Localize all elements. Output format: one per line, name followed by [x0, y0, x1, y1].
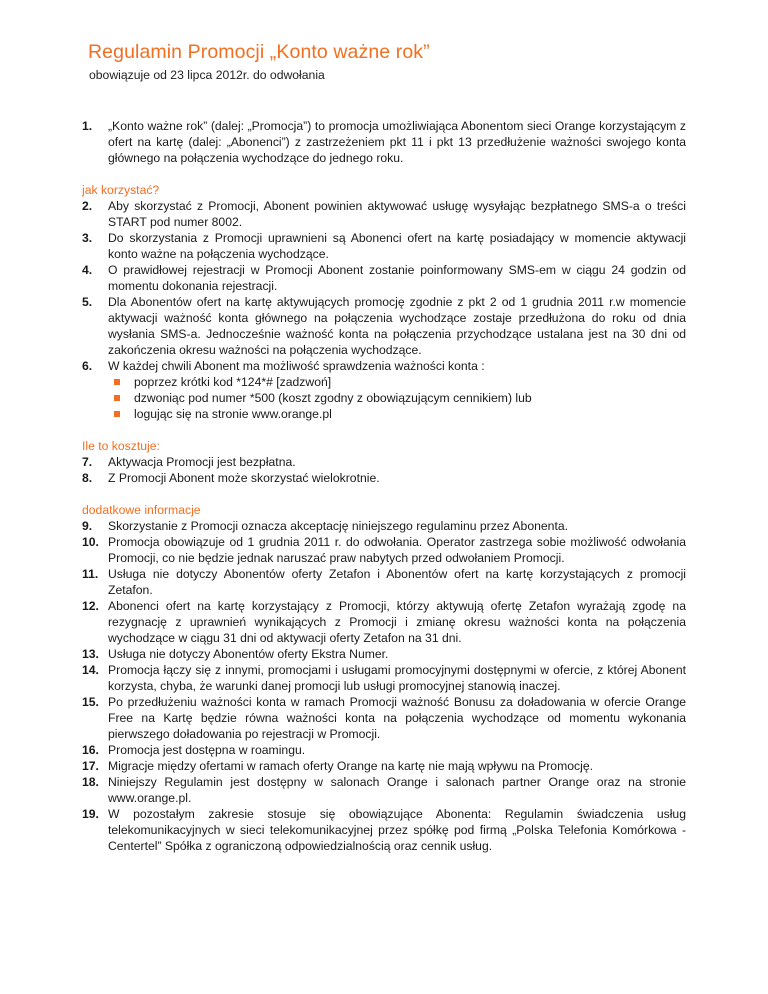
- list-item: [82, 566, 686, 598]
- list-item: [82, 646, 686, 662]
- item-number: 16.: [82, 743, 99, 757]
- bullet-item: [82, 406, 686, 422]
- item-number: 1.: [82, 119, 93, 133]
- list-item: [82, 806, 686, 854]
- item-text: Promocja łączy się z innymi, promocjami i usługami promocyjnymi dostępnymi w ofercie, z której Abonent korzysta, chyba, że warunki danej promocji lub usługi promocyjnej stanowią inaczej.: [108, 663, 686, 693]
- item-number: 5.: [82, 295, 93, 309]
- document-subtitle: obowiązuje od 23 lipca 2012r. do odwołania: [89, 68, 325, 82]
- bullet-text: dzwoniąc pod numer *500 (koszt zgodny z obowiązującym cennikiem) lub: [134, 391, 532, 405]
- square-bullet-icon: [114, 411, 120, 417]
- item-text: Usługa nie dotyczy Abonentów oferty Ekstra Numer.: [108, 647, 389, 661]
- item-text: Z Promocji Abonent może skorzystać wielokrotnie.: [108, 471, 380, 485]
- square-bullet-icon: [114, 379, 120, 385]
- list-item: [82, 694, 686, 742]
- item-text: Aby skorzystać z Promocji, Abonent powinien aktywować usługę wysyłając bezpłatnego SMS-a o treści START pod numer 8002.: [108, 199, 686, 229]
- item-number: 4.: [82, 263, 93, 277]
- list-item: [82, 662, 686, 694]
- list-item: [82, 518, 686, 534]
- list-item: [82, 358, 686, 374]
- item-text: Aktywacja Promocji jest bezpłatna.: [108, 455, 296, 469]
- section-heading-how-to-use: jak korzystać?: [82, 183, 160, 197]
- section-heading-additional-info: dodatkowe informacje: [82, 503, 201, 517]
- item-text: Po przedłużeniu ważności konta w ramach Promocji ważność Bonusu za doładowania w ofercie Orange Free na Kartę będzie równa ważności konta na połączenia wychodzące od momentu wykonania pierwszego doładowania po rejestracji w Promocji.: [108, 695, 686, 741]
- bullet-text: poprzez krótki kod *124*# [zadzwoń]: [134, 375, 332, 389]
- list-item: [82, 742, 686, 758]
- item-number: 3.: [82, 231, 93, 245]
- item-text: Do skorzystania z Promocji uprawnieni są Abonenci ofert na kartę posiadający w momencie aktywacji konto ważne na połączenia wychodzące.: [108, 231, 686, 261]
- list-item: [82, 294, 686, 358]
- item-text: Niniejszy Regulamin jest dostępny w salonach Orange i salonach partner Orange oraz na stronie www.orange.pl.: [108, 775, 686, 805]
- regulation-body: [82, 118, 686, 854]
- list-item: [82, 534, 686, 566]
- item-number: 14.: [82, 663, 99, 677]
- item-number: 10.: [82, 535, 99, 549]
- item-text: Promocja jest dostępna w roamingu.: [108, 743, 306, 757]
- item-text: Migracje między ofertami w ramach oferty Orange na kartę nie mają wpływu na Promocję.: [108, 759, 593, 773]
- list-item: [82, 598, 686, 646]
- item-number: 7.: [82, 455, 93, 469]
- section-heading-cost: Ile to kosztuje:: [82, 439, 160, 453]
- item-text: W pozostałym zakresie stosuje się obowiązujące Abonenta: Regulamin świadczenia usług telekomunikacyjnych w sieci telekomunikacyjnej przez spółkę pod firmą „Polska Telefonia Komórkowa - Centertel” Spółka z ograniczoną odpowiedzialnością oraz cennik usług.: [108, 807, 686, 853]
- item-text: Skorzystanie z Promocji oznacza akceptację niniejszego regulaminu przez Abonenta.: [108, 519, 568, 533]
- item-text: Dla Abonentów ofert na kartę aktywujących promocję zgodnie z pkt 2 od 1 grudnia 2011 r.w momencie aktywacji ważność konta głównego na połączenia wychodzące zostaje przedłużona do roku od dnia wysłania SMS-a. Jednocześnie ważność konta na połączenia przychodzące ustalana jest na 30 dni od zakończenia okresu ważności na połączenia wychodzące.: [108, 295, 686, 357]
- document-title: Regulamin Promocji „Konto ważne rok”: [88, 41, 430, 63]
- item-text: Promocja obowiązuje od 1 grudnia 2011 r. do odwołania. Operator zastrzega sobie możliwość odwołania Promocji, co nie będzie jednak naruszać praw nabytych przed odwołaniem Promocji.: [108, 535, 686, 565]
- bullet-text: logując się na stronie www.orange.pl: [134, 407, 332, 421]
- item-text: „Konto ważne rok” (dalej: „Promocja”) to promocja umożliwiająca Abonentom sieci Orange korzystającym z ofert na kartę (dalej: „Abonenci”) z zastrzeżeniem pkt 11 i pkt 13 przedłużenie ważności swojego konta głównego na połączenia wychodzące do jednego roku.: [108, 119, 686, 165]
- list-item: [82, 198, 686, 230]
- list-item: [82, 118, 686, 166]
- item-text: Abonenci ofert na kartę korzystający z Promocji, którzy aktywują ofertę Zetafon wyrażają zgodę na rezygnację z uprawnień wynikających z Promocji i zmianę okresu ważności konta na połączenia wychodzące w ciągu 31 dni od aktywacji oferty Zetafon na 31 dni.: [108, 599, 686, 645]
- item-number: 18.: [82, 775, 99, 789]
- list-item: [82, 230, 686, 262]
- list-item: [82, 262, 686, 294]
- item-text: Usługa nie dotyczy Abonentów oferty Zetafon i Abonentów ofert na kartę korzystających z promocji Zetafon.: [108, 567, 686, 597]
- item-number: 2.: [82, 199, 93, 213]
- item-text: O prawidłowej rejestracji w Promocji Abonent zostanie poinformowany SMS-em w ciągu 24 godzin od momentu dokonania rejestracji.: [108, 263, 686, 293]
- item-text: W każdej chwili Abonent ma możliwość sprawdzenia ważności konta :: [108, 359, 485, 373]
- item-number: 15.: [82, 695, 99, 709]
- item-number: 13.: [82, 647, 99, 661]
- item-number: 11.: [82, 567, 99, 581]
- list-item: [82, 470, 686, 486]
- list-item: [82, 774, 686, 806]
- square-bullet-icon: [114, 395, 120, 401]
- list-item: [82, 454, 686, 470]
- bullet-item: [82, 390, 686, 406]
- item-number: 6.: [82, 359, 93, 373]
- list-item: [82, 758, 686, 774]
- item-number: 19.: [82, 807, 99, 821]
- item-number: 12.: [82, 599, 99, 613]
- item-number: 9.: [82, 519, 93, 533]
- item-number: 8.: [82, 471, 93, 485]
- bullet-item: [82, 374, 686, 390]
- item-number: 17.: [82, 759, 99, 773]
